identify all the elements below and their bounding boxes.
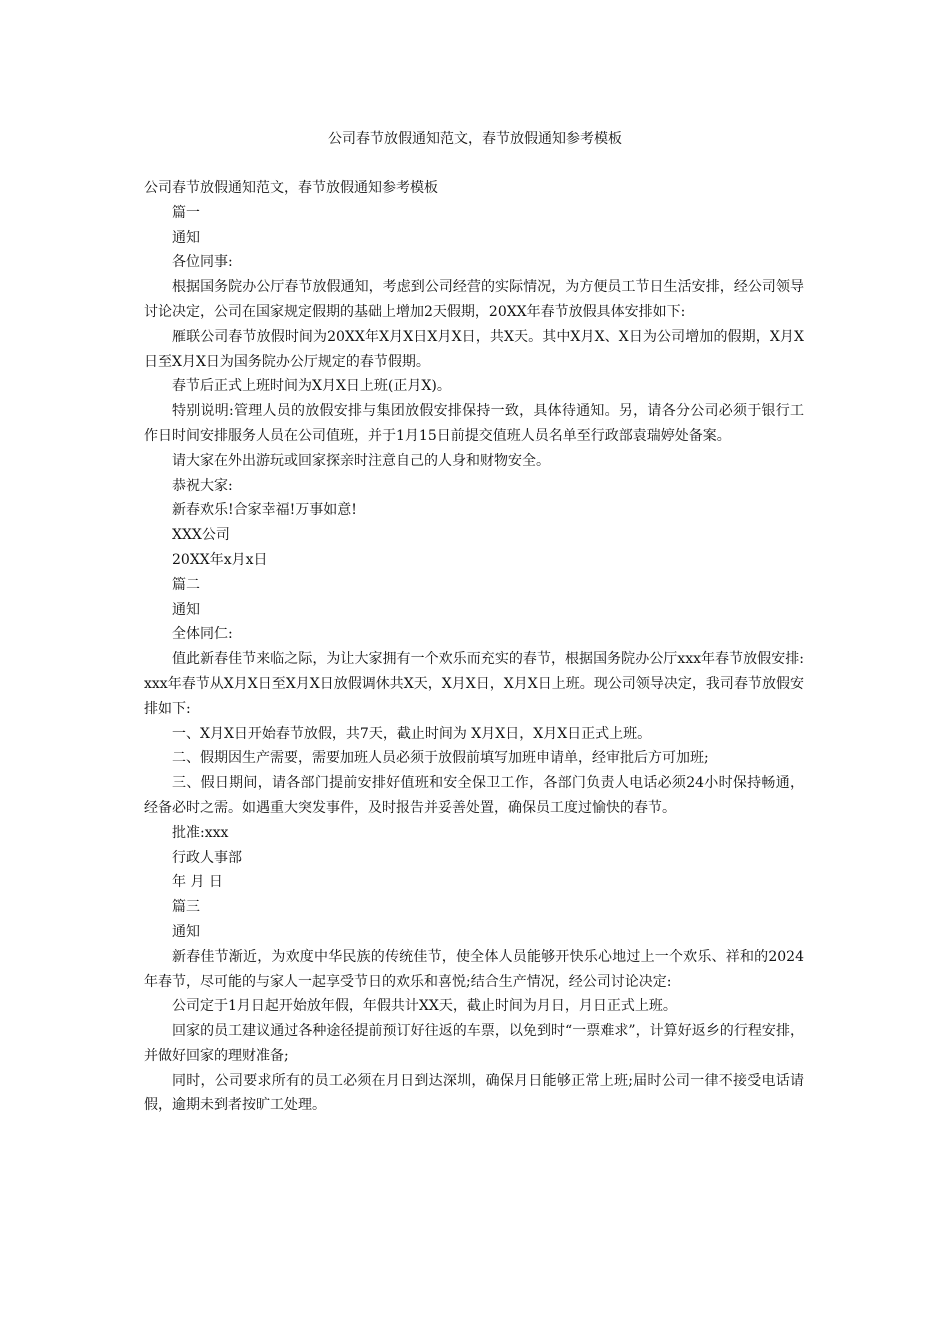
paragraph: 新春佳节渐近，为欢度中华民族的传统佳节，使全体人员能够开快乐心地过上一个欢乐、祥和的2024年春节，尽可能的与家人一起享受节日的欢乐和喜悦;结合生产情况，经公司讨论决定: xyxy=(144,948,804,990)
paragraph: 回家的员工建议通过各种途径提前预订好往返的车票，以免到时“一票难求”，计算好返乡的行程安排，并做好回家的理财准备; xyxy=(144,1023,804,1064)
list-item: 一、X月X日开始春节放假，共7天，截止时间为 X月X日，X月X日正式上班。 xyxy=(172,725,652,742)
notice-label: 通知 xyxy=(172,923,200,940)
section-label-1: 篇一 xyxy=(172,204,200,221)
paragraph: 请大家在外出游玩或回家探亲时注意自己的人身和财物安全。 xyxy=(172,452,550,469)
paragraph: 公司定于1月日起开始放年假，年假共计XX天，截止时间为月日，月日正式上班。 xyxy=(172,998,677,1015)
section-label-2: 篇二 xyxy=(172,576,200,593)
signature-department: 行政人事部 xyxy=(172,849,242,866)
paragraph: 恭祝大家: xyxy=(172,477,233,494)
document-title: 公司春节放假通知范文，春节放假通知参考模板 xyxy=(328,131,622,147)
paragraph: 同时，公司要求所有的员工必须在月日到达深圳，确保月日能够正常上班;届时公司一律不接受电话请假，逾期未到者按旷工处理。 xyxy=(144,1072,804,1114)
paragraph: 值此新春佳节来临之际，为让大家拥有一个欢乐而充实的春节，根据国务院办公厅xxx年春节放假安排:xxx年春节从X月X日至X月X日放假调休共X天，X月X日，X月X日上班。现公司领导决定，我司春节放假安排如下: xyxy=(144,651,804,717)
salutation: 全体同仁: xyxy=(172,626,233,643)
signature-date: 年 月 日 xyxy=(172,874,223,891)
signature-company: XXX公司 xyxy=(172,527,230,544)
list-item: 二、假期因生产需要，需要加班人员必须于放假前填写加班申请单，经审批后方可加班; xyxy=(172,750,709,767)
paragraph: 特别说明:管理人员的放假安排与集团放假安排保持一致，具体待通知。另，请各分公司必须于银行工作日时间安排服务人员在公司值班，并于1月15日前提交值班人员名单至行政部袁瑞婷处备案。 xyxy=(144,403,804,444)
notice-label: 通知 xyxy=(172,601,200,618)
notice-label: 通知 xyxy=(172,229,200,246)
approval-line: 批准:xxx xyxy=(172,824,229,841)
document-body xyxy=(144,176,804,1118)
list-item: 三、假日期间，请各部门提前安排好值班和安全保卫工作，各部门负责人电话必须24小时保持畅通，经备必时之需。如遇重大突发事件，及时报告并妥善处置，确保员工度过愉快的春节。 xyxy=(144,775,804,816)
paragraph: 新春欢乐!合家幸福!万事如意! xyxy=(172,502,357,519)
paragraph: 春节后正式上班时间为X月X日上班(正月X)。 xyxy=(172,378,451,395)
salutation: 各位同事: xyxy=(172,254,233,271)
section-label-3: 篇三 xyxy=(172,899,200,916)
signature-date: 20XX年x月x日 xyxy=(172,551,268,568)
paragraph: 雁联公司春节放假时间为20XX年X月X日X月X日，共X天。其中X月X、X日为公司增加的假期，X月X日至X月X日为国务院办公厅规定的春节假期。 xyxy=(144,328,804,370)
paragraph: 根据国务院办公厅春节放假通知，考虑到公司经营的实际情况，为方便员工节日生活安排，经公司领导讨论决定，公司在国家规定假期的基础上增加2天假期，20XX年春节放假具体安排如下: xyxy=(144,279,804,320)
paragraph-heading: 公司春节放假通知范文，春节放假通知参考模板 xyxy=(144,180,438,196)
